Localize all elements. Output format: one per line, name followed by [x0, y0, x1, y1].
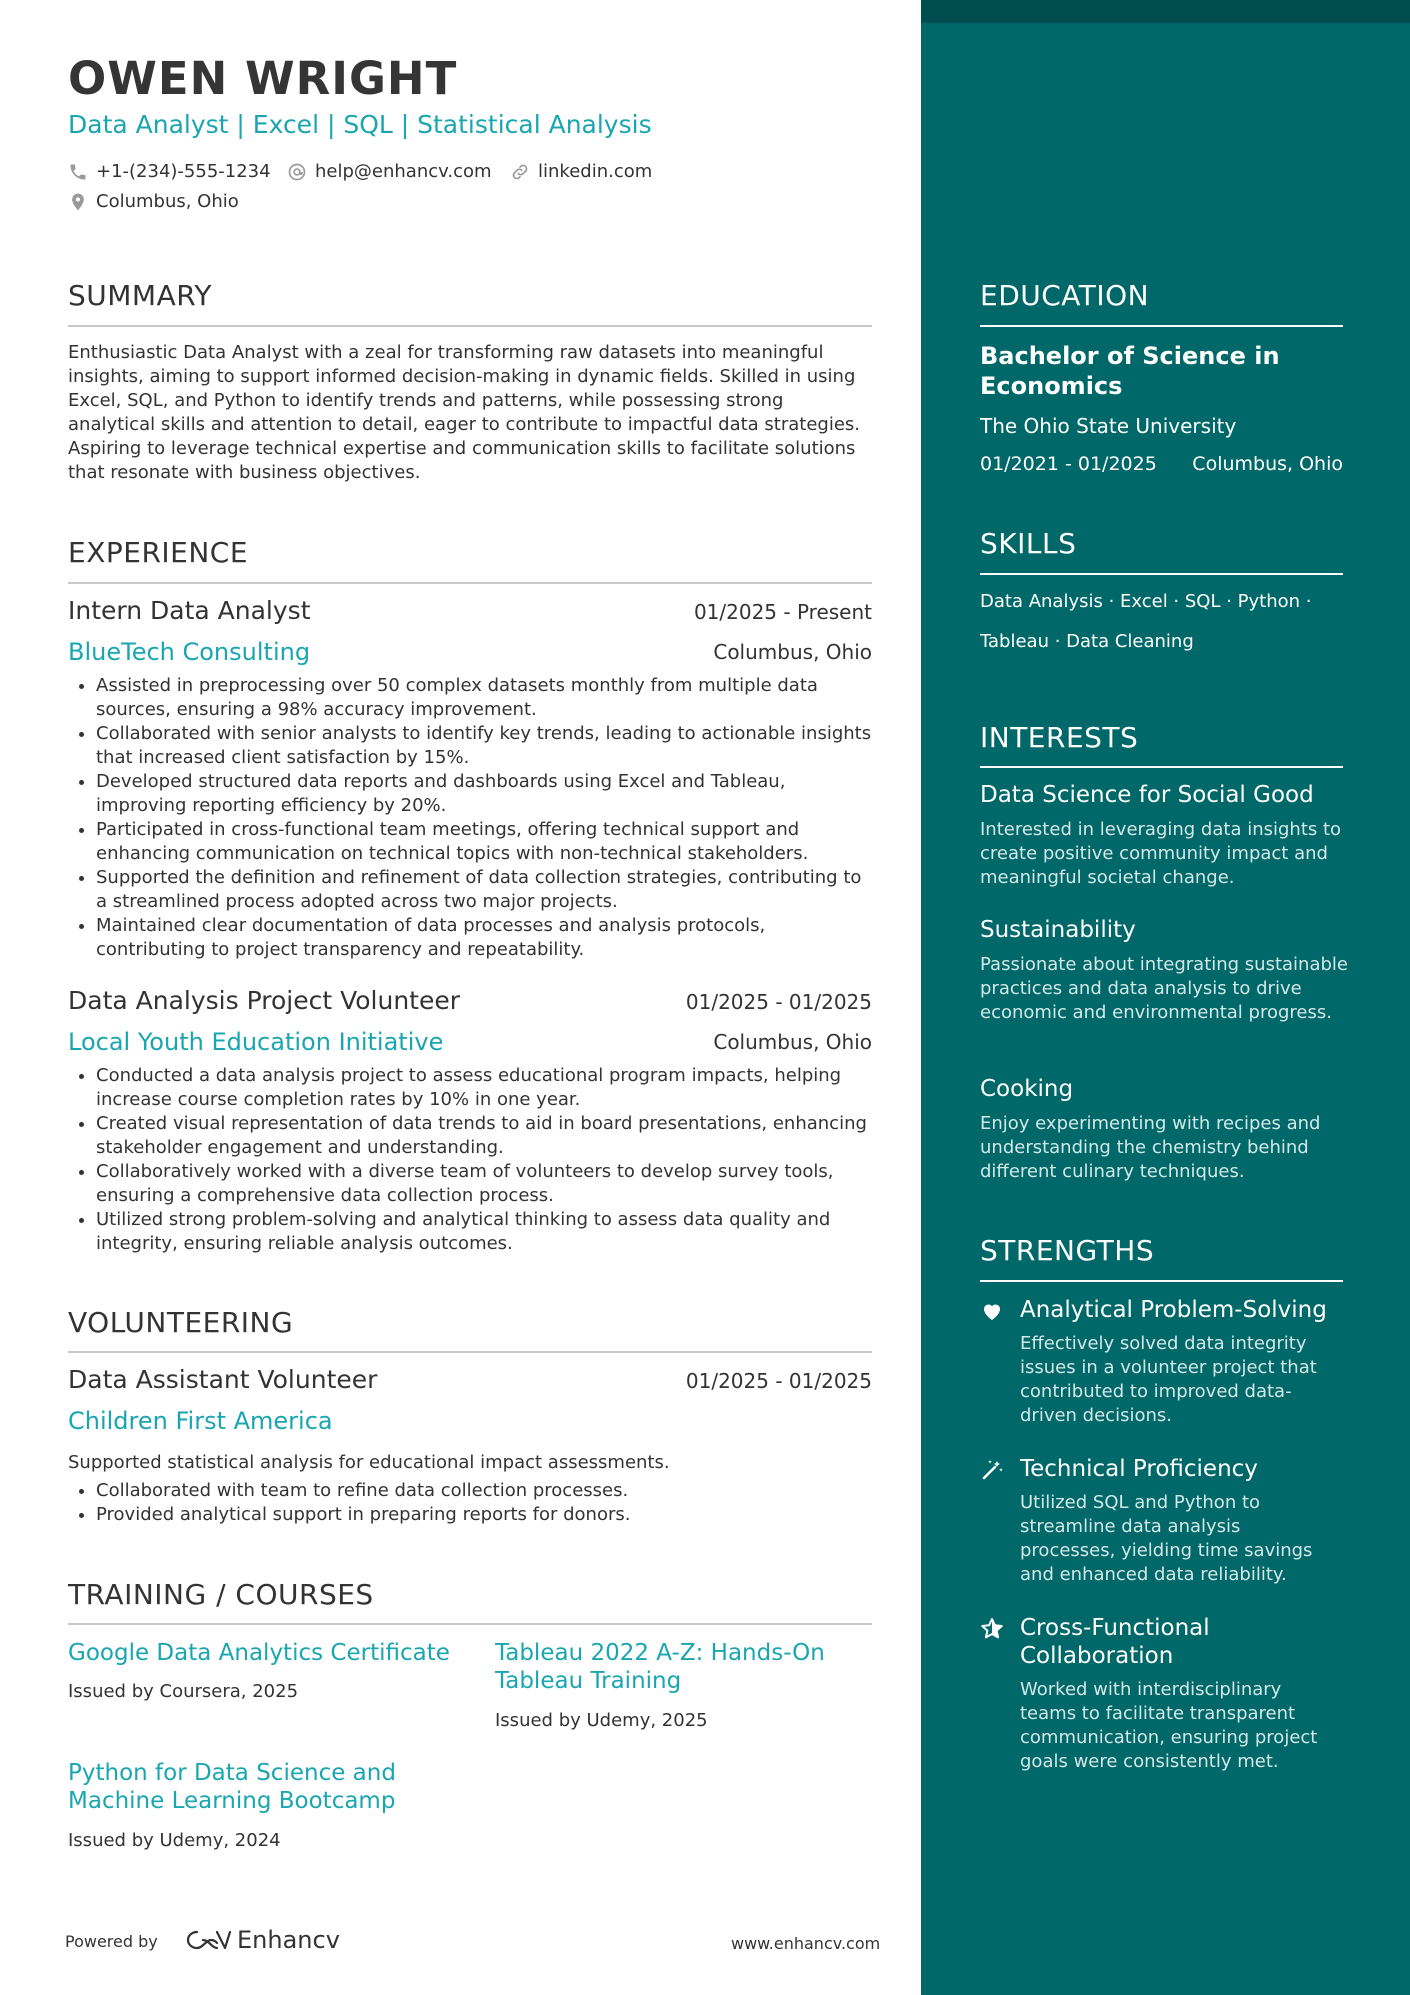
list-item: • Participated in cross-functional team meetings, offering technical support and enhancing communication on technical topics with non-technical stakeholders. — [96, 818, 878, 866]
course-title[interactable]: Tableau 2022 A-Z: Hands-On Tableau Training — [495, 1640, 825, 1694]
magic-wand-icon — [980, 1458, 1004, 1482]
course-issuer: Issued by Udemy, 2025 — [495, 1710, 708, 1731]
interest-title: Sustainability — [980, 917, 1136, 943]
education-dates: 01/2021 - 01/2025 — [980, 453, 1157, 475]
sidebar-top-bar — [921, 0, 1410, 23]
strength-title: Cross-Functional Collaboration — [1020, 1615, 1210, 1669]
education-school: The Ohio State University — [980, 414, 1237, 438]
list-item: • Collaboratively worked with a diverse team of volunteers to develop survey tools, ensuring a comprehensive data collection process. — [96, 1160, 878, 1208]
list-item: • Provided analytical support in preparing reports for donors. — [96, 1503, 878, 1527]
heart-icon — [980, 1299, 1004, 1323]
job-bullets — [68, 674, 878, 962]
training-heading: TRAINING / COURSES — [68, 1578, 374, 1611]
star-icon — [980, 1617, 1004, 1641]
summary-text: Enthusiastic Data Analyst with a zeal for transforming raw datasets into meaningful insights, aiming to support informed decision-making in dynamic fields. Skilled in using Excel, SQL, and Python to identify trends and patterns, while possessing strong analytical skills and attention to detail, eager to contribute to impactful data strategies. Aspiring to leverage technical expertise and communication skills to facilitate solutions that resonate with business objectives. — [68, 342, 861, 483]
interest-description: Interested in leveraging data insights to create positive community impact and meaningful societal change. — [980, 819, 1342, 888]
job-company[interactable]: Local Youth Education Initiative — [68, 1028, 444, 1056]
list-item: • Collaborated with team to refine data collection processes. — [96, 1479, 878, 1503]
strength-description: Utilized SQL and Python to streamline data analysis processes, yielding time savings and enhanced data reliability. — [1020, 1492, 1313, 1585]
job-bullets — [68, 1064, 878, 1256]
interest-description: Passionate about integrating sustainable practices and data analysis to drive economic and environmental progress. — [980, 954, 1348, 1023]
list-item: • Developed structured data reports and dashboards using Excel and Tableau, improving reporting efficiency by 20%. — [96, 770, 878, 818]
summary-heading: SUMMARY — [68, 279, 213, 312]
contact-phone[interactable] — [68, 161, 271, 182]
interests-divider — [980, 766, 1343, 768]
course-issuer: Issued by Coursera, 2025 — [68, 1681, 299, 1702]
list-item: • Conducted a data analysis project to assess educational program impacts, helping increase course completion rates by 10% in one year. — [96, 1064, 878, 1112]
email-text: help@enhancv.com — [315, 161, 492, 182]
list-item: • Supported the definition and refinement of data collection strategies, contributing to a streamlined process adopted across two major projects. — [96, 866, 878, 914]
training-divider — [68, 1623, 872, 1625]
interest-description: Enjoy experimenting with recipes and understanding the chemistry behind different culinary techniques. — [980, 1113, 1321, 1182]
job-company[interactable]: BlueTech Consulting — [68, 638, 311, 666]
job-location: Columbus, Ohio — [713, 640, 872, 664]
location-pin-icon — [68, 192, 88, 212]
job-date: 01/2025 - Present — [693, 600, 872, 624]
strengths-heading: STRENGTHS — [980, 1234, 1155, 1267]
volunteering-heading: VOLUNTEERING — [68, 1306, 294, 1339]
experience-divider — [68, 582, 872, 584]
education-degree: Bachelor of Science in Economics — [980, 342, 1280, 400]
list-item: • Utilized strong problem-solving and analytical thinking to assess data quality and integrity, ensuring reliable analysis outcomes. — [96, 1208, 878, 1256]
list-item: • Maintained clear documentation of data processes and analysis protocols, contributing to project transparency and repeatability. — [96, 914, 878, 962]
list-item: • Collaborated with senior analysts to identify key trends, leading to actionable insights that increased client satisfaction by 15%. — [96, 722, 878, 770]
footer-url[interactable]: www.enhancv.com — [731, 1934, 881, 1953]
volunteer-organization[interactable]: Children First America — [68, 1407, 333, 1435]
contact-linkedin[interactable] — [510, 161, 652, 182]
interest-title: Cooking — [980, 1076, 1074, 1102]
skills-divider — [980, 573, 1343, 575]
strength-description: Effectively solved data integrity issues in a volunteer project that contributed to improved data-driven decisions. — [1020, 1333, 1317, 1426]
course-title[interactable]: Google Data Analytics Certificate — [68, 1640, 450, 1666]
at-icon — [287, 162, 307, 182]
strength-description: Worked with interdisciplinary teams to facilitate transparent communication, ensuring project goals were consistently met. — [1020, 1679, 1318, 1772]
enhancv-brand-text: Enhancv — [237, 1926, 340, 1954]
summary-divider — [68, 325, 872, 327]
contact-location — [68, 191, 239, 212]
experience-heading: EXPERIENCE — [68, 536, 249, 569]
job-date: 01/2025 - 01/2025 — [685, 990, 872, 1014]
job-title: Data Analysis Project Volunteer — [68, 986, 461, 1015]
skills-list: Data Analysis · Excel · SQL · Python · Tableau · Data Cleaning — [980, 591, 1312, 652]
interests-heading: INTERESTS — [980, 721, 1139, 754]
course-title[interactable]: Python for Data Science and Machine Learning Bootcamp — [68, 1760, 396, 1814]
strength-title: Analytical Problem-Solving — [1020, 1297, 1327, 1323]
location-text: Columbus, Ohio — [96, 191, 239, 212]
volunteer-date: 01/2025 - 01/2025 — [685, 1369, 872, 1393]
volunteer-bullets — [68, 1479, 878, 1527]
powered-by-label: Powered by — [65, 1932, 158, 1951]
candidate-name: OWEN WRIGHT — [68, 52, 458, 105]
phone-icon — [68, 162, 88, 182]
linkedin-text: linkedin.com — [538, 161, 653, 182]
strength-title: Technical Proficiency — [1020, 1456, 1258, 1482]
phone-text: +1-(234)-555-1234 — [96, 161, 271, 182]
list-item: • Assisted in preprocessing over 50 complex datasets monthly from multiple data sources, ensuring a 98% accuracy improvement. — [96, 674, 878, 722]
skills-heading: SKILLS — [980, 527, 1077, 560]
link-icon — [510, 162, 530, 182]
list-item: • Created visual representation of data trends to aid in board presentations, enhancing stakeholder engagement and understanding. — [96, 1112, 878, 1160]
strengths-divider — [980, 1280, 1343, 1282]
job-location: Columbus, Ohio — [713, 1030, 872, 1054]
enhancv-logo-icon — [183, 1927, 231, 1953]
volunteering-divider — [68, 1351, 872, 1353]
candidate-title: Data Analyst | Excel | SQL | Statistical Analysis — [68, 110, 652, 139]
job-title: Intern Data Analyst — [68, 596, 311, 625]
contact-email[interactable] — [287, 161, 492, 182]
education-heading: EDUCATION — [980, 279, 1150, 312]
interest-title: Data Science for Social Good — [980, 782, 1314, 808]
volunteer-description: Supported statistical analysis for educational impact assessments. — [68, 1452, 670, 1473]
volunteer-title: Data Assistant Volunteer — [68, 1365, 378, 1394]
course-issuer: Issued by Udemy, 2024 — [68, 1830, 281, 1851]
education-location: Columbus, Ohio — [1192, 453, 1343, 475]
enhancv-logo[interactable] — [183, 1926, 340, 1954]
education-divider — [980, 325, 1343, 327]
